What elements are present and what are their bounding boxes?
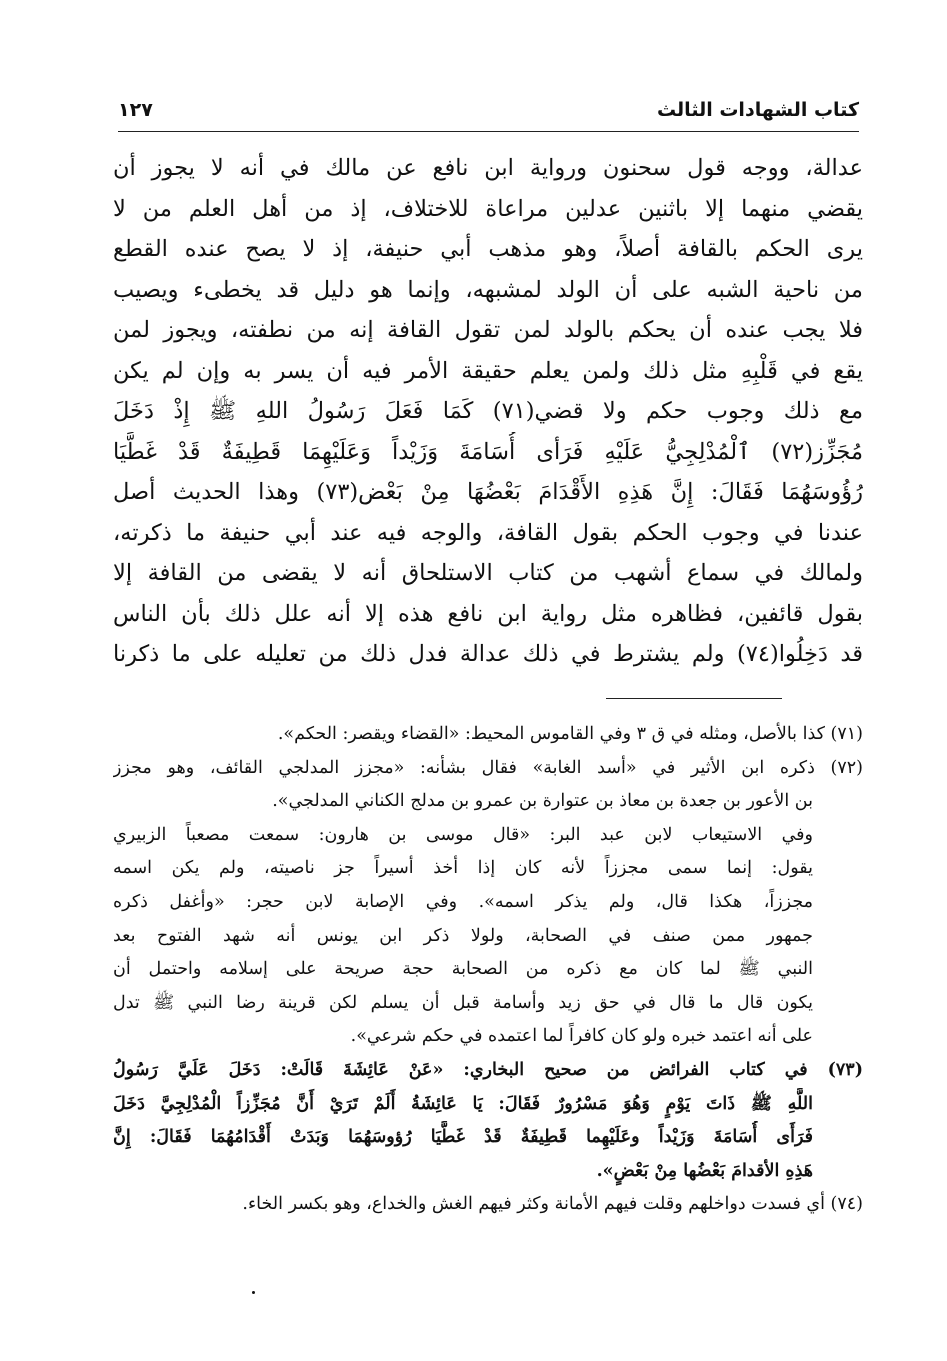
footnote-72-cont: يقول: إنما سمى مجززاً لأنه كان إذا أخذ أسيراً جز ناصيته، ولم يكن اسمه (113, 858, 813, 879)
footnote-73-cont: اللَّهِ ﷺ ذَاتَ يَوْمٍ وَهُوَ مَسْرُورٌ فَقَالَ: يَا عَائِشَةُ أَلَمْ تَرَيْ أَنَّ مُجَزِّزاً الْمُدْلِجِيَّ دَخَلَ (113, 1093, 813, 1114)
text-line: فلا يجب عنده أن يحكم بالولد لمن تقول القافة إنه من نطفته، ويجوز لمن (113, 317, 863, 343)
text-line: يقضي منهما إلا باثنين عدلين مراعاة للاختلاف، إذ من أهل العلم من لا (113, 195, 863, 222)
page-number: ١٢٧ (118, 99, 153, 121)
footnote-73-cont: هَذِهِ الأقدامَ بَعْضُها مِنْ بَعْضٍ». (596, 1160, 813, 1181)
print-speck (252, 1291, 255, 1294)
footnote-73-cont: فَرَأَى أُسَامَةَ وَزَيْداً وعَلَيْهِما قَطِيفَةٌ قَدْ غَطَّيَا رُؤوسَهُمَا وَبَدَتْ أَقْدَامُهُمَا فَقَالَ: إِنَّ (113, 1127, 813, 1148)
footnote-72: (٧٢) ذكره ابن الأثير في «أسد الغابة» فقال بشأنه: «مجزز المدلجي القائف، وهو مجزز (113, 757, 863, 778)
text-line: يرى الحكم بالقافة أصلاً، وهو مذهب أبي حنيفة، إذ لا يصح عنده القطع (113, 236, 863, 262)
text-line: مع ذلك وجوب حكم ولا قضي(٧١) كَمَا فَعَلَ رَسُولُ اللهِ ﷺ إِذْ دَخَلَ (113, 398, 863, 424)
text-line: عندنا في وجوب الحكم بقول القافة، والوجه فيه عند أبي حنيفة ما ذكرته، (113, 519, 863, 546)
footnote-72-cont: النبي ﷺ لما كان مع ذكره من الصحابة حجة صريحة على إسلامه واحتمل أن (113, 959, 813, 980)
running-title: كتاب الشهادات الثالث (656, 99, 859, 121)
footnote-72-cont: وفي الاستيعاب لابن عبد البر: «قال موسى بن هارون: سمعت مصعباً الزبيري (113, 824, 813, 845)
footnote-72-cont: على أنه اعتمد خبره ولو كان كافراً لما اعتمده في حكم شرعي». (350, 1026, 813, 1047)
footnote-71: (٧١) كذا بالأصل، ومثله في ق ٣ وفي القاموس المحيط: «القضاء ويقصر: الحكم». (277, 724, 863, 744)
main-text (113, 148, 863, 675)
text-line: من ناحية الشبه على أن الولد لمشبهه، وإنما هو دليل قد يخطىء ويصيب (113, 276, 863, 303)
footnote-72-cont: جمهور ممن صنف في الصحابة، ولولا ذكر ابن يونس أنه شهد الفتوح بعد (113, 925, 813, 946)
footnote-72-cont: مجززاً، هكذا قال، ولم يذكر اسمه». وفي الإصابة لابن حجر: «وأغفل ذكره (113, 891, 813, 912)
footnote-73: (٧٣) في كتاب الفرائض من صحيح البخاري: «عَنْ عَائِشَةَ قَالَتْ: دَخَلَ عَلَيَّ رَسُولُ (113, 1059, 863, 1080)
footnote-72-cont: بن الأعور بن جعدة بن معاذ بن عتوارة بن عمرو بن مدلج الكناني المدلجي». (272, 791, 813, 812)
page-header (118, 92, 859, 128)
text-line: يقع في قَلْبِهِ مثل ذلك ولمن يعلم حقيقة الأمر فيه أن يسر به وإن لم يكن (113, 357, 863, 384)
text-line: مُجَزِّز(٧٢) ٱلْمُدْلِجِيُّ عَلَيْهِ فَرَأى أُسَامَةَ وَزَيْداً وَعَلَيْهِمَا قَطِيفَةٌ قَدْ غَطَّيَا (113, 438, 863, 465)
text-line: ولمالك في سماع أشهب من كتاب الاستلحاق أنه لا يقضى من القافة إلا (113, 560, 863, 586)
text-line: بقول قائفين، فظاهره مثل رواية ابن نافع هذه إلا أنه علل ذلك بأن الناس (113, 600, 863, 627)
text-line: رُؤُوسَهُمَا فَقَالَ: إِنَّ هَذِهِ الأَقْدَامَ بَعْضُهَا مِنْ بَعْض(٧٣) وهذا الحديث أصل (113, 479, 863, 505)
footnote-72-cont: يكون قال ما قال في حق زيد وأسامة قبل أن يسلم لكن قرينة رضا النبي ﷺ تدل (113, 992, 813, 1013)
footnotes (113, 718, 863, 1222)
text-line: قد دَخِلُوا(٧٤) ولم يشترط في ذلك عدالة فدل ذلك من تعليله على ما ذكرنا (113, 641, 863, 667)
footnote-74: (٧٤) أي فسدت دواخلهم وقلت فيهم الأمانة وكثر فيهم الغش والخداع، وهو بكسر الخاء. (242, 1194, 863, 1215)
text-line: عدالة، ووجه قول سحنون ورواية ابن نافع عن مالك في أنه لا يجوز أن (113, 155, 863, 181)
header-divider (118, 131, 859, 132)
footnote-divider (606, 698, 782, 699)
